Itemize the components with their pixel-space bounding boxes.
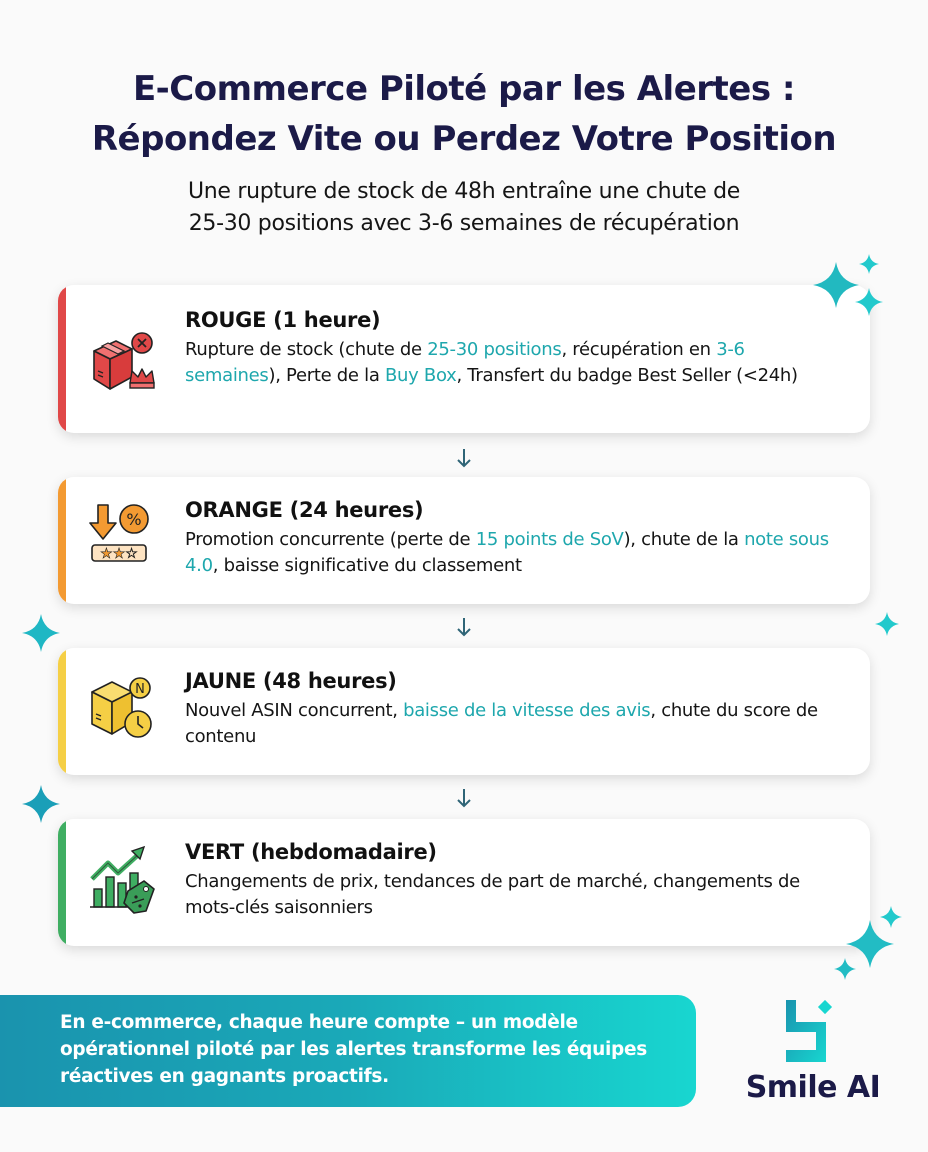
out-of-stock-box-icon [88,327,160,399]
desc-segment: Promotion concurrente (perte de [185,529,476,550]
severity-bar-red [58,285,66,433]
subtitle-line-1: Une rupture de stock de 48h entraîne une chute de [187,179,741,204]
severity-bar-orange [58,477,66,604]
alert-card-yellow [58,648,870,775]
desc-highlight: 25-30 positions [427,339,562,360]
svg-text:★★☆: ★★☆ [100,546,138,562]
arrow-down-icon [454,786,474,810]
severity-bar-yellow [58,648,66,775]
desc-segment: , baisse significative du classement [212,555,522,576]
svg-text:%: % [126,510,142,529]
title-line-2: Répondez Vite ou Perdez Votre Position [91,119,837,159]
smile-ai-logo-icon [786,1000,836,1066]
price-trend-chart-icon [88,845,160,917]
svg-text:N: N [135,682,145,697]
desc-segment: Nouvel ASIN concurrent, [185,700,404,721]
desc-segment: , Transfert du badge Best Seller (<24h) [456,365,798,386]
logo-text: Smile AI [745,1070,881,1105]
page-title [0,64,928,164]
desc-segment: ), Perte de la [268,365,385,386]
brand-logo [738,996,888,1112]
title-line-1: E-Commerce Piloté par les Alertes : [132,69,796,109]
conclusion-text: En e-commerce, chaque heure compte – un modèle opérationnel piloté par les alertes transforme les équipes réactives en gagnants proactifs. [60,1012,647,1087]
conclusion-banner [0,995,696,1107]
alert-description [185,337,840,389]
sparkle-icon [813,262,859,308]
desc-segment: ), chute de la [623,529,745,550]
page-subtitle [0,176,928,240]
sparkle-icon [22,614,60,652]
alert-level-label: ROUGE (1 heure) [185,308,381,332]
sparkle-icon [834,958,856,980]
promotion-rating-drop-icon [88,501,160,573]
desc-segment: , chute du score de contenu [185,700,818,747]
desc-highlight: 15 points de SoV [475,529,624,550]
alert-level-label: JAUNE (48 heures) [185,669,397,693]
alert-level-label: VERT (hebdomadaire) [185,840,437,864]
desc-segment: , récupération en [561,339,717,360]
alert-card-red [58,285,870,433]
severity-bar-green [58,819,66,946]
desc-segment: Rupture de stock (chute de [185,339,428,360]
alert-level-label: ORANGE (24 heures) [185,498,424,522]
arrow-down-icon [454,615,474,639]
new-product-clock-icon [88,674,160,746]
alert-description [185,698,840,750]
subtitle-line-2: 25-30 positions avec 3-6 semaines de récupération [188,211,740,236]
sparkle-icon [875,612,899,636]
desc-highlight: 3-6 semaines [185,339,745,386]
desc-highlight: Buy Box [384,365,457,386]
desc-highlight: baisse de la vitesse des avis [403,700,651,721]
alert-card-green [58,819,870,946]
desc-segment: Changements de prix, tendances de part de marché, changements de mots-clés saisonniers [185,871,800,918]
alert-description [185,527,840,579]
sparkle-icon [22,785,60,823]
alert-description [185,869,840,921]
sparkle-icon [855,288,883,316]
arrow-down-icon [454,446,474,470]
desc-highlight: note sous 4.0 [185,529,829,576]
sparkle-icon [859,254,879,274]
alert-card-orange [58,477,870,604]
